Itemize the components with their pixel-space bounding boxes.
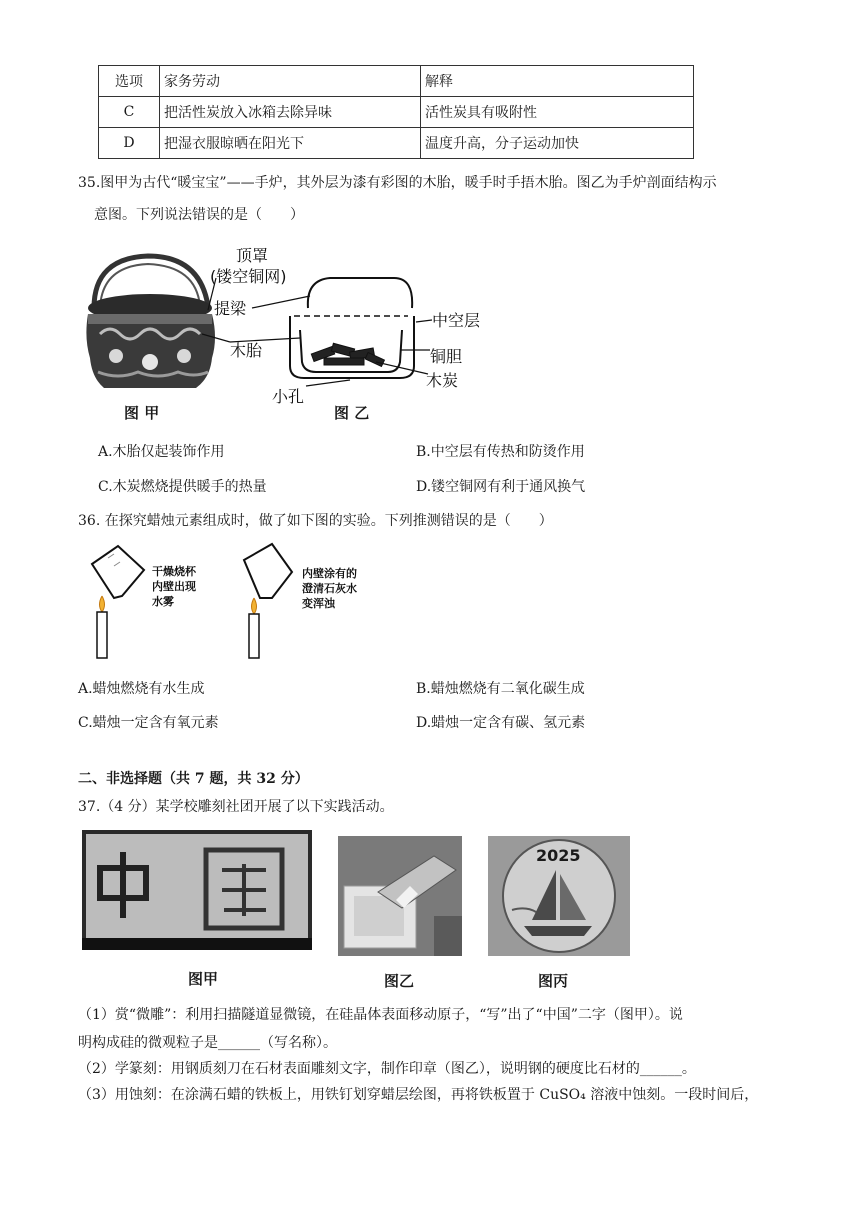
figure-leader-lines bbox=[202, 278, 432, 386]
hand-stove-section bbox=[290, 278, 414, 378]
q37-part1-line2: 明构成硅的微观粒子是______（写名称）。 bbox=[78, 1035, 337, 1051]
q36-option-c: C.蜡烛一定含有氧元素 bbox=[78, 715, 219, 731]
label-line: 干燥烧杯 bbox=[152, 565, 196, 578]
table-cell: D bbox=[99, 128, 160, 159]
label-line: 内壁出现 bbox=[152, 580, 196, 593]
label-line: 变浑浊 bbox=[302, 597, 335, 610]
q35-stem-line2: 意图。下列说法错误的是（ ） bbox=[94, 207, 304, 223]
table-header-row bbox=[99, 66, 694, 97]
label-copper: 铜胆 bbox=[430, 347, 463, 366]
table-header-cell: 解释 bbox=[421, 66, 694, 97]
micro-engraving-image bbox=[82, 830, 312, 950]
label-hole: 小孔 bbox=[272, 387, 305, 406]
label-limewater-beaker bbox=[302, 566, 357, 611]
label-dry-beaker bbox=[152, 564, 196, 609]
q35-stem-line1: 35.图甲为古代“暖宝宝”——手炉，其外层为漆有彩图的木胎，暖手时手捂木胎。图乙为手炉剖面结构示 bbox=[78, 175, 717, 191]
table-header-cell: 家务劳动 bbox=[160, 66, 421, 97]
label-line: 澄清石灰水 bbox=[302, 582, 357, 595]
table-cell: 活性炭具有吸附性 bbox=[421, 97, 694, 128]
table-cell: 把湿衣服晾晒在阳光下 bbox=[160, 128, 421, 159]
q36-option-b: B.蜡烛燃烧有二氧化碳生成 bbox=[416, 681, 585, 697]
q35-option-a: A.木胎仅起装饰作用 bbox=[98, 444, 225, 460]
hand-stove-photo bbox=[86, 256, 215, 388]
label-charcoal: 木炭 bbox=[426, 371, 459, 390]
caption-q37-fig-c: 图丙 bbox=[538, 972, 569, 990]
table-row bbox=[99, 128, 694, 159]
candle-icon bbox=[249, 598, 259, 658]
label-line: 水雾 bbox=[152, 595, 174, 608]
q36-stem: 36. 在探究蜡烛元素组成时，做了如下图的实验。下列推测错误的是（ ） bbox=[78, 513, 553, 529]
label-hollow: 中空层 bbox=[432, 311, 481, 330]
label-wood: 木胎 bbox=[230, 341, 263, 360]
label-top-cover-sub: (镂空铜网) bbox=[210, 267, 287, 286]
q35-option-d: D.镂空铜网有利于通风换气 bbox=[416, 479, 586, 495]
q37-part1-line1: （1）赏“微雕”：利用扫描隧道显微镜，在硅晶体表面移动原子，“写”出了“中国”二字（图甲）。说 bbox=[78, 1007, 683, 1023]
limewater-beaker-icon bbox=[244, 544, 292, 598]
section-heading: 二、非选择题（共 7 题，共 32 分） bbox=[78, 771, 309, 787]
candle-icon bbox=[97, 596, 107, 658]
table-row bbox=[99, 97, 694, 128]
q37-part2: （2）学篆刻：用钢质刻刀在石材表面雕刻文字，制作印章（图乙），说明钢的硬度比石材的______。 bbox=[78, 1061, 696, 1077]
caption-q37-fig-b: 图乙 bbox=[384, 972, 415, 990]
q36-option-d: D.蜡烛一定含有碳、氢元素 bbox=[416, 715, 586, 731]
table-header-cell: 选项 bbox=[99, 66, 160, 97]
dry-beaker-icon bbox=[92, 546, 144, 598]
q35-option-c: C.木炭燃烧提供暖手的热量 bbox=[98, 479, 267, 495]
q36-option-a: A.蜡烛燃烧有水生成 bbox=[78, 681, 205, 697]
table-cell: 温度升高，分子运动加快 bbox=[421, 128, 694, 159]
seal-carving-image bbox=[338, 836, 462, 956]
q37-part3: （3）用蚀刻：在涂满石蜡的铁板上，用铁钉划穿蜡层绘图，再将铁板置于 CuSO₄ 溶液中蚀刻。一段时间后， bbox=[78, 1087, 759, 1103]
coin-year-text: 2025 bbox=[536, 846, 581, 865]
q35-option-b: B.中空层有传热和防烫作用 bbox=[416, 444, 585, 460]
q37-intro: 37.（4 分）某学校雕刻社团开展了以下实践活动。 bbox=[78, 799, 394, 815]
table-cell: C bbox=[99, 97, 160, 128]
label-line: 内壁涂有的 bbox=[302, 567, 357, 580]
label-handle: 提梁 bbox=[214, 299, 247, 318]
label-top-cover: 顶罩 bbox=[236, 246, 269, 265]
caption-fig-a: 图 甲 bbox=[124, 404, 160, 422]
table-cell: 把活性炭放入冰箱去除异味 bbox=[160, 97, 421, 128]
caption-q37-fig-a: 图甲 bbox=[188, 970, 219, 988]
caption-fig-b: 图 乙 bbox=[334, 404, 370, 422]
options-table bbox=[98, 65, 694, 159]
